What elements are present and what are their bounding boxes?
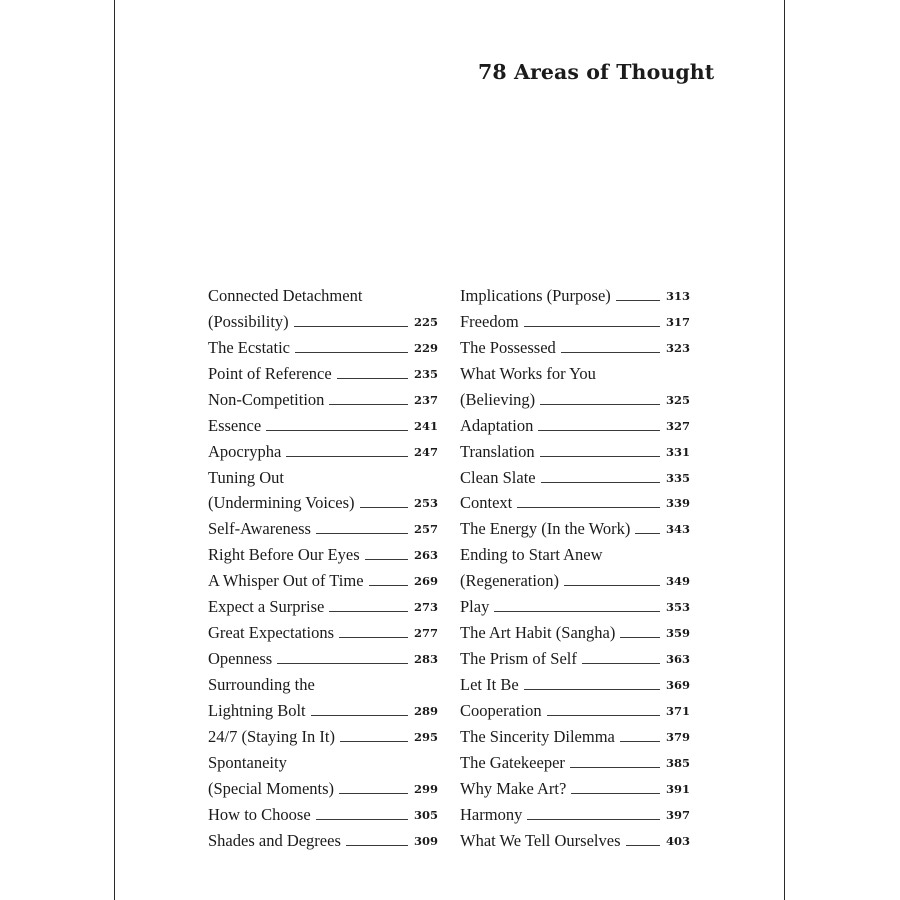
toc-page-number: 403 — [665, 833, 690, 848]
toc-entry-title: Tuning Out — [208, 467, 284, 487]
toc-entry-title: Lightning Bolt — [208, 700, 306, 720]
toc-page-number: 305 — [413, 807, 438, 822]
toc-page-number: 247 — [413, 444, 438, 459]
toc-entry-title: The Possessed — [460, 337, 556, 357]
toc-entry-title: Harmony — [460, 804, 523, 824]
toc-entry-title: The Prism of Self — [460, 649, 577, 669]
toc-entry — [208, 617, 438, 643]
toc-entry-title: Shades and Degrees — [208, 830, 341, 850]
toc-leader-line — [286, 455, 408, 457]
toc-entry-title: Spontaneity — [208, 752, 287, 772]
toc-entry — [208, 721, 438, 747]
toc-leader-line — [360, 506, 408, 508]
toc-entry — [208, 799, 438, 825]
toc-page-number: 299 — [413, 781, 438, 796]
toc-page-number: 263 — [413, 548, 438, 563]
toc-entry — [460, 721, 690, 747]
toc-entry — [208, 488, 438, 514]
toc-leader-line — [339, 792, 408, 794]
toc-leader-line — [620, 636, 660, 638]
toc-entry — [208, 773, 438, 799]
toc-entry-title: (Undermining Voices) — [208, 493, 355, 513]
toc-page-number: 363 — [665, 652, 690, 667]
toc-entry — [208, 384, 438, 410]
toc-leader-line — [365, 558, 408, 560]
toc-entry — [460, 332, 690, 358]
toc-page-number: 323 — [665, 340, 690, 355]
toc-entry — [460, 384, 690, 410]
toc-leader-line — [547, 714, 660, 716]
toc-entry-title: 24/7 (Staying In It) — [208, 726, 335, 746]
toc-leader-line — [294, 325, 408, 327]
toc-entry — [460, 643, 690, 669]
toc-page-number: 379 — [665, 729, 690, 744]
toc-page-number: 309 — [413, 833, 438, 848]
toc-page-number: 241 — [413, 418, 438, 433]
toc-entry-title: Context — [460, 493, 513, 513]
toc-page-number: 371 — [665, 703, 690, 718]
toc-entry — [460, 747, 690, 773]
toc-entry — [208, 539, 438, 565]
toc-entry-title: Connected Detachment — [208, 285, 363, 305]
toc-entry — [208, 747, 438, 773]
toc-leader-line — [571, 792, 660, 794]
toc-page-number: 269 — [413, 574, 438, 589]
toc-page-number: 397 — [665, 807, 690, 822]
toc-page-number: 257 — [413, 522, 438, 537]
toc-page-number: 317 — [665, 314, 690, 329]
toc-leader-line — [494, 610, 660, 612]
toc-entry — [460, 280, 690, 306]
toc-page-number: 343 — [665, 522, 690, 537]
toc-page-number: 359 — [665, 626, 690, 641]
toc-entry-title: Implications (Purpose) — [460, 285, 611, 305]
toc-entry-title: (Possibility) — [208, 311, 289, 331]
toc-leader-line — [316, 532, 408, 534]
toc-entry-title: Play — [460, 597, 490, 617]
toc-entry-title: The Ecstatic — [208, 337, 291, 357]
toc-leader-line — [337, 377, 408, 379]
toc-leader-line — [295, 351, 408, 353]
toc-leader-line — [541, 481, 660, 483]
toc-page-number: 327 — [665, 418, 690, 433]
toc-leader-line — [311, 714, 408, 716]
toc-leader-line — [616, 299, 660, 301]
toc-leader-line — [369, 584, 408, 586]
toc-page-number: 339 — [665, 496, 690, 511]
toc-entry-title: Cooperation — [460, 700, 542, 720]
toc-entry-title: Expect a Surprise — [208, 597, 325, 617]
toc-entry — [208, 513, 438, 539]
toc-page-number: 273 — [413, 600, 438, 615]
toc-leader-line — [329, 610, 408, 612]
toc-leader-line — [266, 429, 408, 431]
toc-entry-title: A Whisper Out of Time — [208, 571, 364, 591]
toc-left-column — [208, 280, 438, 851]
toc-entry-title: Right Before Our Eyes — [208, 545, 360, 565]
toc-leader-line — [538, 429, 660, 431]
toc-leader-line — [564, 584, 660, 586]
toc-entry — [460, 436, 690, 462]
toc-entry-title: Essence — [208, 415, 262, 435]
toc-leader-line — [329, 403, 408, 405]
toc-leader-line — [524, 688, 660, 690]
toc-entry-title: Point of Reference — [208, 363, 332, 383]
toc-leader-line — [540, 403, 660, 405]
toc-entry-title: Apocrypha — [208, 441, 282, 461]
toc-entry — [460, 799, 690, 825]
toc-page-number: 369 — [665, 678, 690, 692]
toc-page-number: 385 — [665, 755, 690, 770]
toc-entry — [208, 669, 438, 695]
toc-entry-title: Great Expectations — [208, 623, 334, 643]
toc-leader-line — [527, 818, 660, 820]
toc-entry — [208, 280, 438, 306]
toc-entry — [208, 591, 438, 617]
toc-leader-line — [524, 325, 660, 327]
toc-page-number: 391 — [665, 781, 690, 796]
toc-entry-title: Openness — [208, 649, 273, 669]
toc-entry — [460, 565, 690, 591]
toc-entry-title: (Regeneration) — [460, 571, 559, 591]
toc-leader-line — [635, 532, 660, 534]
toc-page-number: 283 — [413, 652, 438, 667]
toc-leader-line — [277, 662, 408, 664]
toc-entry-title: Clean Slate — [460, 467, 536, 487]
toc-entry — [208, 306, 438, 332]
toc-entry-title: Self-Awareness — [208, 519, 311, 539]
toc-entry — [208, 643, 438, 669]
toc-leader-line — [540, 455, 660, 457]
toc-leader-line — [517, 506, 660, 508]
toc-leader-line — [316, 818, 408, 820]
toc-entry-title: The Energy (In the Work) — [460, 519, 631, 539]
toc-leader-line — [626, 844, 660, 846]
toc-entry-title: The Art Habit (Sangha) — [460, 623, 616, 643]
toc-entry — [208, 358, 438, 384]
toc-entry — [208, 332, 438, 358]
toc-page-number: 229 — [413, 340, 438, 355]
toc-page-number: 235 — [413, 366, 438, 381]
toc-page-number: 331 — [665, 444, 690, 459]
toc-page-number: 349 — [665, 574, 690, 589]
toc-page-number: 353 — [665, 600, 690, 615]
toc-entry-title: What Works for You — [460, 363, 596, 383]
toc-entry-title: Translation — [460, 441, 535, 461]
toc-entry — [460, 695, 690, 721]
toc-leader-line — [339, 636, 408, 638]
toc-entry-title: Why Make Art? — [460, 778, 567, 798]
toc-entry — [460, 539, 690, 565]
toc-entry — [460, 773, 690, 799]
toc-page-number: 295 — [413, 729, 438, 744]
toc-entry-title: Ending to Start Anew — [460, 545, 603, 565]
toc-entry — [460, 669, 690, 695]
toc-entry — [208, 410, 438, 436]
toc-page-number: 335 — [665, 470, 690, 485]
page-title: 78 Areas of Thought — [478, 60, 715, 84]
toc-entry — [208, 695, 438, 721]
toc-entry — [208, 565, 438, 591]
toc-page-number: 237 — [413, 392, 438, 407]
toc-leader-line — [620, 740, 660, 742]
toc-entry-title: Non-Competition — [208, 389, 325, 409]
toc-entry-title: What We Tell Ourselves — [460, 830, 621, 850]
toc-entry — [460, 488, 690, 514]
toc-entry — [208, 462, 438, 488]
toc-entry — [460, 306, 690, 332]
toc-page-number: 325 — [665, 392, 690, 407]
toc-entry — [460, 462, 690, 488]
toc-page-number: 225 — [413, 314, 438, 329]
toc-leader-line — [582, 662, 660, 664]
toc-entry — [460, 617, 690, 643]
toc-entry-title: How to Choose — [208, 804, 311, 824]
toc-page-number: 313 — [665, 288, 690, 303]
toc-leader-line — [570, 766, 660, 768]
toc-entry-title: Surrounding the — [208, 675, 315, 694]
toc-leader-line — [346, 844, 408, 846]
toc-entry — [460, 410, 690, 436]
toc-leader-line — [561, 351, 660, 353]
toc-entry-title: Freedom — [460, 311, 519, 331]
toc-entry — [460, 513, 690, 539]
toc-entry-title: Adaptation — [460, 415, 534, 435]
toc-entry — [460, 591, 690, 617]
toc-entry — [460, 358, 690, 384]
toc-page-number: 277 — [413, 626, 438, 641]
toc-right-column — [460, 280, 690, 851]
toc-entry — [460, 825, 690, 851]
book-page — [114, 0, 785, 900]
toc-entry — [208, 436, 438, 462]
toc-entry-title: The Gatekeeper — [460, 752, 565, 772]
toc-entry-title: (Believing) — [460, 389, 536, 409]
toc-entry — [208, 825, 438, 851]
toc-page-number: 253 — [413, 496, 438, 511]
toc-page-number: 289 — [413, 703, 438, 718]
toc-entry-title: Let It Be — [460, 675, 519, 694]
toc-entry-title: The Sincerity Dilemma — [460, 726, 615, 746]
toc-leader-line — [340, 740, 408, 742]
toc-entry-title: (Special Moments) — [208, 778, 335, 798]
